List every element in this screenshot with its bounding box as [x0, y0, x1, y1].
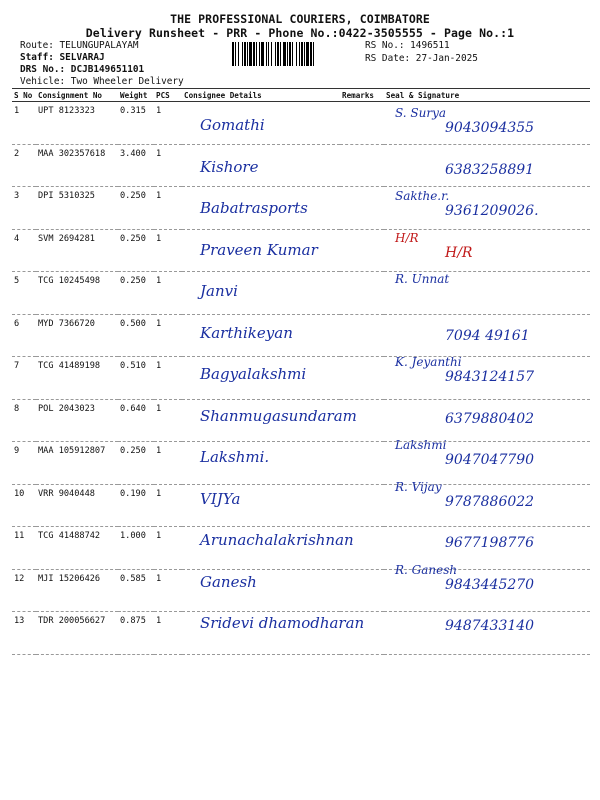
handwritten-signature: Lakshmi [395, 438, 447, 452]
sno-cell: 10 [12, 484, 36, 527]
consignment-cell: VRR 9040448 [36, 484, 118, 527]
route-label: Route: TELUNGUPALAYAM [20, 40, 139, 51]
rs-date-label: RS Date: 27-Jan-2025 [365, 53, 478, 64]
col-pcs-header: PCS [154, 89, 182, 102]
handwritten-phone: 7094 49161 [445, 327, 530, 344]
handwritten-signature: K. Jeyanthi [395, 355, 462, 369]
sno-cell: 12 [12, 569, 36, 612]
pcs-cell: 1 [154, 399, 182, 442]
consignment-cell: MYD 7366720 [36, 314, 118, 357]
remarks-cell [340, 357, 384, 400]
drs-barcode [232, 42, 356, 66]
remarks-cell [340, 569, 384, 612]
pcs-cell: 1 [154, 442, 182, 485]
handwritten-phone: 6379880402 [445, 410, 535, 427]
handwritten-consignee: Babatrasports [200, 199, 308, 217]
handwritten-phone: 9361209026. [445, 203, 539, 219]
col-weight-header: Weight [118, 89, 154, 102]
sno-cell: 13 [12, 612, 36, 655]
weight-cell: 0.500 [118, 314, 154, 357]
remarks-cell [340, 314, 384, 357]
handwritten-consignee: Arunachalakrishnan [200, 531, 354, 549]
pcs-cell: 1 [154, 272, 182, 315]
handwritten-consignee: Gomathi [200, 116, 265, 134]
handwritten-signature: R. Ganesh [395, 562, 458, 577]
consignment-cell: POL 2043023 [36, 399, 118, 442]
handwritten-signature: R. Unnat [395, 272, 450, 286]
handwritten-consignee: Shanmugasundaram [200, 406, 357, 425]
weight-cell: 0.190 [118, 484, 154, 527]
col-sno-header: S No [12, 89, 36, 102]
handwritten-phone: 9843124157 [445, 369, 535, 385]
consignment-cell: TCG 41488742 [36, 527, 118, 570]
sno-cell: 9 [12, 442, 36, 485]
staff-label: Staff: SELVARAJ [20, 52, 105, 63]
handwritten-consignee: Karthikeyan [200, 323, 293, 342]
col-consignee-header: Consignee Details [182, 89, 340, 102]
weight-cell: 0.585 [118, 569, 154, 612]
consignment-cell: TDR 200056627 [36, 612, 118, 655]
handwritten-consignee: Sridevi dhamodharan [200, 614, 365, 632]
handwritten-phone: 9047047790 [445, 452, 535, 468]
sno-cell: 7 [12, 357, 36, 400]
col-signature-header: Seal & Signature [384, 89, 590, 102]
col-consignment-header: Consignment No [36, 89, 118, 102]
handwritten-signature: S. Surya [395, 106, 447, 120]
handwritten-consignee: Kishore [200, 157, 259, 176]
pcs-cell: 1 [154, 314, 182, 357]
handwritten-phone: 9677198776 [445, 535, 535, 551]
handwritten-phone: 9043094355 [445, 120, 535, 136]
consignment-cell: MJI 15206426 [36, 569, 118, 612]
pcs-cell: 1 [154, 612, 182, 655]
remarks-cell [340, 484, 384, 527]
sno-cell: 1 [12, 102, 36, 145]
handwritten-signature: H/R [395, 230, 419, 245]
consignment-cell: TCG 41489198 [36, 357, 118, 400]
pcs-cell: 1 [154, 569, 182, 612]
weight-cell: 0.510 [118, 357, 154, 400]
pcs-cell: 1 [154, 102, 182, 145]
consignment-cell: MAA 302357618 [36, 144, 118, 187]
pcs-cell: 1 [154, 357, 182, 400]
handwritten-phone: 9843445270 [445, 576, 535, 593]
weight-cell: 1.000 [118, 527, 154, 570]
sno-cell: 4 [12, 229, 36, 272]
weight-cell: 0.875 [118, 612, 154, 655]
handwritten-signature: R. Vijay [395, 479, 442, 494]
remarks-cell [340, 272, 384, 315]
weight-cell: 0.315 [118, 102, 154, 145]
sno-cell: 11 [12, 527, 36, 570]
weight-cell: 0.250 [118, 187, 154, 230]
company-title: THE PROFESSIONAL COURIERS, COIMBATORE [170, 12, 430, 26]
pcs-cell: 1 [154, 187, 182, 230]
handwritten-signature: Sakthe.r. [395, 189, 450, 203]
weight-cell: 0.250 [118, 229, 154, 272]
consignment-cell: SVM 2694281 [36, 229, 118, 272]
handwritten-consignee: Praveen Kumar [200, 240, 318, 259]
sno-cell: 3 [12, 187, 36, 230]
pcs-cell: 1 [154, 527, 182, 570]
weight-cell: 0.250 [118, 272, 154, 315]
remarks-cell [340, 187, 384, 230]
pcs-cell: 1 [154, 144, 182, 187]
handwritten-consignee: Ganesh [200, 572, 257, 591]
weight-cell: 3.400 [118, 144, 154, 187]
consignment-cell: MAA 105912807 [36, 442, 118, 485]
table-header-row [12, 89, 590, 102]
handwritten-consignee: Lakshmi. [200, 448, 270, 466]
weight-cell: 0.250 [118, 442, 154, 485]
pcs-cell: 1 [154, 229, 182, 272]
handwritten-phone: 6383258891 [445, 161, 535, 178]
handwritten-consignee: Bagyalakshmi [200, 365, 307, 383]
handwritten-consignee: VIJYa [200, 489, 241, 508]
sno-cell: 6 [12, 314, 36, 357]
sno-cell: 8 [12, 399, 36, 442]
table-row [12, 272, 590, 315]
handwritten-phone: H/R [445, 244, 473, 261]
handwritten-phone: 9787886022 [445, 493, 535, 510]
remarks-cell [340, 102, 384, 145]
pcs-cell: 1 [154, 484, 182, 527]
handwritten-consignee: Janvi [200, 282, 238, 300]
remarks-cell [340, 144, 384, 187]
drs-label: DRS No.: DCJB149651101 [20, 64, 145, 75]
consignment-cell: DPI 5310325 [36, 187, 118, 230]
consignment-cell: UPT 8123323 [36, 102, 118, 145]
consignment-cell: TCG 10245498 [36, 272, 118, 315]
weight-cell: 0.640 [118, 399, 154, 442]
runsheet-subtitle: Delivery Runsheet - PRR - Phone No.:0422-3505555 - Page No.:1 [85, 26, 515, 40]
remarks-cell [340, 229, 384, 272]
rs-no-label: RS No.: 1496511 [365, 40, 450, 51]
col-remarks-header: Remarks [340, 89, 384, 102]
remarks-cell [340, 442, 384, 485]
handwritten-phone: 9487433140 [445, 618, 535, 634]
sno-cell: 2 [12, 144, 36, 187]
vehicle-label: Vehicle: Two Wheeler Delivery [20, 76, 184, 87]
sno-cell: 5 [12, 272, 36, 315]
